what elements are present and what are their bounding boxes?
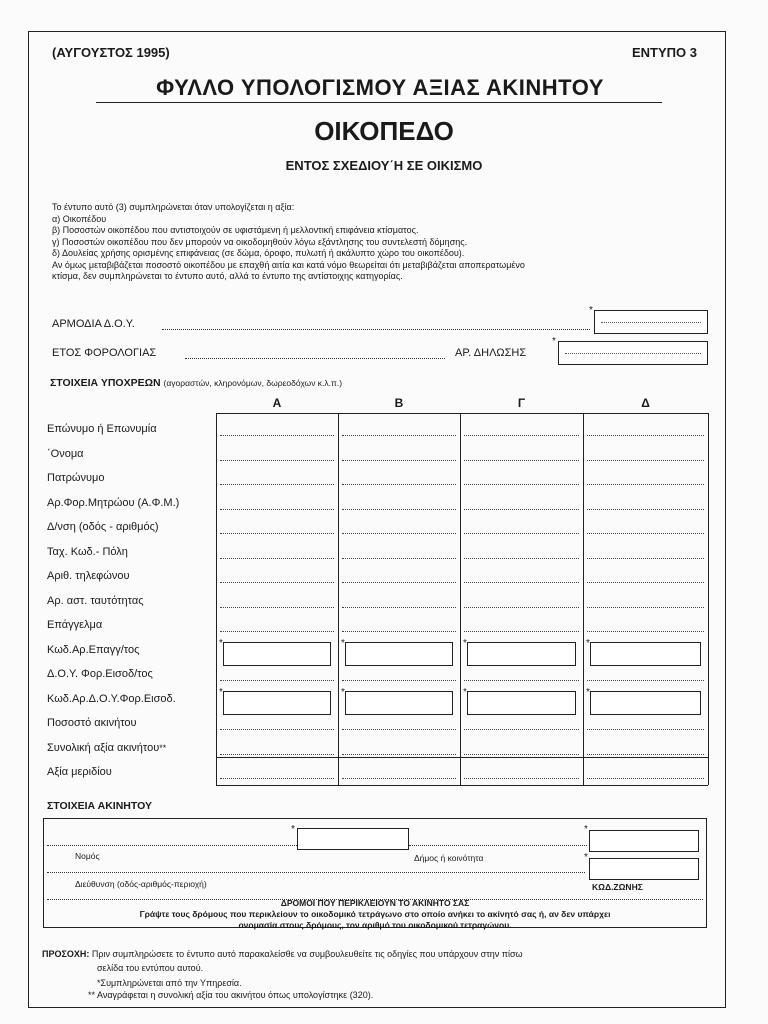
- service-star: *: [589, 305, 593, 316]
- roads-line: Γράψτε τους δρόμους που περικλείουν το οικοδομικό τετράγωνο στο οποίο ανήκει το ακίνητό σας ή, αν δεν υπάρχει: [139, 909, 611, 919]
- intro-line: δ) Δουλείας χρήσης ορισμένης επιφάνειας (σε δώμα, όροφο, πυλωτή ή ακάλυπτο χώρο του οικοπέδου).: [52, 248, 465, 258]
- service-code-box[interactable]: [223, 691, 331, 715]
- attention-line: σελίδα του εντύπου αυτού.: [97, 963, 204, 973]
- intro-line: κτίσμα, δεν συμπληρώνεται το έντυπο αυτό, αλλά το έντυπο της αντίστοιχης κατηγορίας.: [52, 271, 403, 281]
- cell-input[interactable]: [587, 460, 704, 461]
- column-header: Α: [272, 396, 282, 410]
- column-header: Β: [394, 396, 404, 410]
- cell-input[interactable]: [587, 754, 704, 755]
- service-code-box[interactable]: [345, 691, 453, 715]
- row-label: Αρ. αστ. ταυτότητας: [47, 594, 144, 607]
- cell-input[interactable]: [342, 631, 456, 632]
- title-underline: [96, 102, 662, 103]
- cell-input[interactable]: [220, 582, 334, 583]
- intro-line: γ) Ποσοστών οικοπέδου που δεν μπορούν να οικοδομηθούν λόγω εξάντλησης του συντελεστή δόμησης.: [52, 236, 468, 247]
- cell-input[interactable]: [464, 509, 579, 510]
- decl-no-input[interactable]: [558, 341, 708, 365]
- zone-code-label: ΚΩΔ.ΖΩΝΗΣ: [592, 882, 643, 892]
- cell-input[interactable]: [220, 533, 334, 534]
- row-label: Κωδ.Αρ.Επαγγ/τος: [47, 643, 140, 656]
- decl-no-label: ΑΡ. ΔΗΛΩΣΗΣ: [455, 347, 527, 359]
- cell-input[interactable]: [587, 509, 704, 510]
- prefecture-label: Νομός: [75, 851, 100, 861]
- grid-column-line: [708, 413, 709, 785]
- cell-input[interactable]: [587, 582, 704, 583]
- grid-row-line: [216, 413, 708, 414]
- cell-input[interactable]: [220, 484, 334, 485]
- cell-input[interactable]: [342, 680, 456, 681]
- row-label: Πατρώνυμο: [47, 472, 105, 484]
- grid-column-line: [216, 413, 217, 785]
- cell-input[interactable]: [464, 533, 579, 534]
- row-label: Επάγγελμα: [47, 619, 103, 631]
- footnote-service: *Συμπληρώνεται από την Υπηρεσία.: [97, 978, 242, 988]
- service-star: *: [341, 637, 345, 649]
- service-star: *: [463, 686, 467, 698]
- cell-input[interactable]: [342, 582, 456, 583]
- address-dotted-line: [47, 872, 585, 873]
- row-label: Αξία μεριδίου: [47, 766, 112, 778]
- column-header: Δ: [641, 396, 650, 410]
- row-label: Δ/νση (οδός - αριθμός): [47, 521, 159, 533]
- service-star: *: [219, 637, 223, 649]
- grid-column-line: [583, 413, 584, 785]
- intro-text: [52, 202, 525, 283]
- prefecture-dotted-line: [47, 845, 297, 846]
- cell-input[interactable]: [587, 680, 704, 681]
- cell-input[interactable]: [464, 680, 579, 681]
- municipality-input[interactable]: [589, 830, 699, 852]
- intro-line: Το έντυπο αυτό (3) συμπληρώνεται όταν υπολογίζεται η αξία:: [52, 202, 295, 212]
- cell-input[interactable]: [220, 729, 334, 730]
- row-label: Ποσοστό ακινήτου: [47, 717, 137, 729]
- cell-input[interactable]: [342, 729, 456, 730]
- service-star: *: [552, 336, 556, 347]
- cell-input[interactable]: [220, 631, 334, 632]
- attention-label: ΠΡΟΣΟΧΗ:: [42, 949, 90, 959]
- double-star-mark: **: [159, 742, 167, 753]
- intro-line: β) Ποσοστών οικοπέδου που αντιστοιχούν σε υφιστάμενη ή μελλοντική επιφάνεια κτίσματος.: [52, 225, 419, 235]
- row-label: Επώνυμο ή Επωνυμία: [47, 423, 157, 435]
- grid-column-line: [460, 413, 461, 785]
- grid-column-line: [338, 413, 339, 785]
- service-star: *: [584, 824, 588, 835]
- cell-input[interactable]: [220, 509, 334, 510]
- cell-input[interactable]: [464, 435, 579, 436]
- prefecture-input[interactable]: [297, 828, 409, 850]
- cell-input[interactable]: [220, 435, 334, 436]
- cell-input[interactable]: [587, 778, 704, 779]
- cell-input[interactable]: [587, 631, 704, 632]
- row-label: Συνολική αξία ακινήτου**: [47, 741, 167, 754]
- service-star: *: [586, 637, 590, 649]
- cell-input[interactable]: [587, 533, 704, 534]
- cell-input[interactable]: [464, 484, 579, 485]
- service-code-box[interactable]: [590, 691, 701, 715]
- cell-input[interactable]: [464, 460, 579, 461]
- form-title: ΦΥΛΛΟ ΥΠΟΛΟΓΙΣΜΟΥ ΑΞΙΑΣ ΑΚΙΝΗΤΟΥ: [156, 75, 604, 100]
- service-code-box[interactable]: [345, 642, 453, 666]
- zone-code-input[interactable]: [589, 858, 699, 880]
- service-star: *: [584, 852, 588, 863]
- cell-input[interactable]: [220, 680, 334, 681]
- service-star: *: [586, 686, 590, 698]
- row-label: ΄Ονομα: [47, 447, 84, 460]
- service-star: *: [341, 686, 345, 698]
- cell-input[interactable]: [587, 558, 704, 559]
- doy-input[interactable]: [594, 310, 708, 334]
- cell-input[interactable]: [587, 607, 704, 608]
- cell-input[interactable]: [342, 509, 456, 510]
- roads-line: ονομασία στους δρόμους, τον αριθμό του οικοδομικού τετραγώνου.: [238, 920, 512, 930]
- cell-input[interactable]: [464, 607, 579, 608]
- tax-year-dotted-line: [185, 358, 445, 359]
- row-label: Αριθ. τηλεφώνου: [47, 570, 130, 582]
- service-code-box[interactable]: [467, 642, 576, 666]
- service-star: *: [219, 686, 223, 698]
- cell-input[interactable]: [464, 754, 579, 755]
- obligors-heading: [50, 377, 342, 389]
- row-label: Ταχ. Κωδ.- Πόλη: [47, 545, 128, 558]
- municipality-dotted-line: [409, 845, 587, 846]
- cell-input[interactable]: [342, 460, 456, 461]
- cell-input[interactable]: [464, 558, 579, 559]
- grid-row-line: [216, 757, 708, 758]
- tax-year-label: ΕΤΟΣ ΦΟΡΟΛΟΓΙΑΣ: [52, 347, 157, 359]
- municipality-label: Δήμος ή κοινότητα: [414, 853, 484, 863]
- cell-input[interactable]: [220, 754, 334, 755]
- cell-input[interactable]: [464, 729, 579, 730]
- cell-input[interactable]: [342, 778, 456, 779]
- form-number: ΕΝΤΥΠΟ 3: [632, 45, 698, 60]
- cell-input[interactable]: [342, 607, 456, 608]
- form-subtitle: ΕΝΤΟΣ ΣΧΕΔΙΟΥ΄Η ΣΕ ΟΙΚΙΣΜΟ: [285, 158, 483, 173]
- form-subject: ΟΙΚΟΠΕΔΟ: [314, 116, 454, 146]
- cell-input[interactable]: [464, 582, 579, 583]
- intro-line: α) Οικοπέδου: [52, 213, 107, 224]
- obligors-note: (αγοραστών, κληρονόμων, δωρεοδόχων κ.λ.π.): [163, 378, 343, 388]
- cell-input[interactable]: [342, 558, 456, 559]
- intro-line: Αν όμως μεταβιβάζεται ποσοστό οικοπέδου με επαχθή αιτία και κατά νόμο θεωρείται ότι μεταβιβάζεται αποπερατωμένο: [52, 259, 525, 270]
- footnote-total-value: ** Αναγράφεται η συνολική αξία του ακινήτου όπως υπολογίστηκε (320).: [88, 990, 374, 1000]
- roads-notice: [50, 898, 700, 931]
- address-label: Διεύθυνση (οδός-αριθμός-περιοχή): [75, 879, 207, 889]
- cell-input[interactable]: [587, 435, 704, 436]
- attention-line: Πριν συμπληρώσετε το έντυπο αυτό παρακαλείσθε να συμβουλευθείτε τις οδηγίες που υπάρχουν στην πίσω: [91, 949, 523, 959]
- service-star: *: [463, 637, 467, 649]
- service-code-box[interactable]: [590, 642, 701, 666]
- attention-note: [42, 948, 523, 960]
- cell-input[interactable]: [464, 631, 579, 632]
- obligors-title: ΣΤΟΙΧΕΙΑ ΥΠΟΧΡΕΩΝ: [50, 377, 161, 389]
- service-code-box[interactable]: [223, 642, 331, 666]
- service-code-box[interactable]: [467, 691, 576, 715]
- cell-input[interactable]: [342, 754, 456, 755]
- grid-row-line: [216, 785, 708, 786]
- cell-input[interactable]: [220, 607, 334, 608]
- cell-input[interactable]: [342, 533, 456, 534]
- doy-label: ΑΡΜΟΔΙΑ Δ.Ο.Υ.: [52, 318, 135, 330]
- roads-title: ΔΡΟΜΟΙ ΠΟΥ ΠΕΡΙΚΛΕΙΟΥΝ ΤΟ ΑΚΙΝΗΤΟ ΣΑΣ: [280, 898, 470, 908]
- column-header: Γ: [517, 396, 526, 410]
- row-label: Κωδ.Αρ.Δ.Ο.Υ.Φορ.Εισοδ.: [47, 692, 176, 705]
- service-star: *: [291, 824, 295, 835]
- doy-dotted-line: [162, 329, 590, 330]
- cell-input[interactable]: [220, 460, 334, 461]
- form-date: (ΑΥΓΟΥΣΤΟΣ 1995): [52, 45, 170, 60]
- cell-input[interactable]: [342, 435, 456, 436]
- cell-input[interactable]: [342, 484, 456, 485]
- cell-input[interactable]: [587, 484, 704, 485]
- cell-input[interactable]: [587, 729, 704, 730]
- cell-input[interactable]: [220, 558, 334, 559]
- cell-input[interactable]: [464, 778, 579, 779]
- row-label: Αρ.Φορ.Μητρώου (Α.Φ.Μ.): [47, 496, 180, 509]
- cell-input[interactable]: [220, 778, 334, 779]
- property-heading: ΣΤΟΙΧΕΙΑ ΑΚΙΝΗΤΟΥ: [47, 800, 152, 812]
- row-label: Δ.Ο.Υ. Φορ.Εισοδ/τος: [47, 668, 153, 680]
